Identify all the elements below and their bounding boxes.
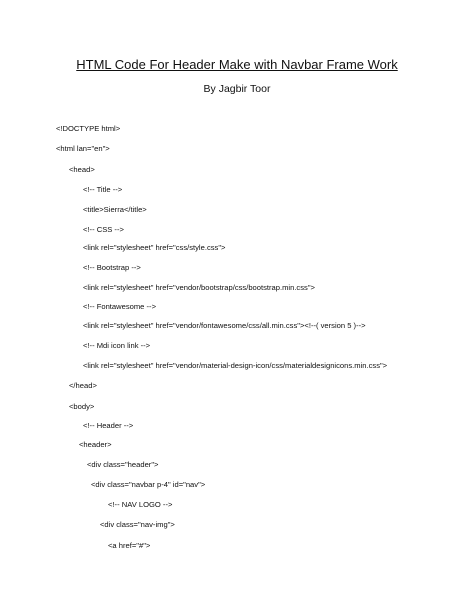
code-line: <!DOCTYPE html> [56, 124, 121, 133]
code-line: <header> [79, 440, 112, 449]
code-line: <!-- Bootstrap --> [83, 263, 141, 272]
code-line: <!-- Title --> [83, 185, 123, 194]
code-line: <head> [69, 165, 95, 174]
code-line: <!-- Fontawesome --> [83, 302, 157, 311]
code-line: <!-- NAV LOGO --> [108, 500, 173, 509]
code-line: <link rel="stylesheet" href="vendor/fontawesome/css/all.min.css"><!--( version 5 )--> [83, 321, 366, 330]
code-line: <link rel="stylesheet" href="vendor/material-design-icon/css/materialdesignicons.min.css"> [83, 361, 388, 370]
code-line: <!-- Mdi icon link --> [83, 341, 151, 350]
code-line: <!-- Header --> [83, 421, 134, 430]
code-line: <link rel="stylesheet" href="css/style.css"> [83, 243, 226, 252]
code-line: <title>Sierra</title> [83, 205, 147, 214]
code-line: <link rel="stylesheet" href="vendor/bootstrap/css/bootstrap.min.css"> [83, 283, 315, 292]
code-line: </head> [69, 381, 97, 390]
code-line: <html lan="en"> [56, 144, 110, 153]
code-line: <div class="navbar p-4" id="nav"> [91, 480, 206, 489]
code-line: <div class="header"> [87, 460, 159, 469]
code-line: <div class="nav-img"> [100, 520, 175, 529]
document-author: By Jagbir Toor [203, 83, 271, 95]
code-line: <!-- CSS --> [83, 225, 124, 234]
code-line: <a href="#"> [108, 541, 151, 550]
document-title: HTML Code For Header Make with Navbar Frame Work [76, 57, 398, 72]
code-line: <body> [69, 402, 95, 411]
